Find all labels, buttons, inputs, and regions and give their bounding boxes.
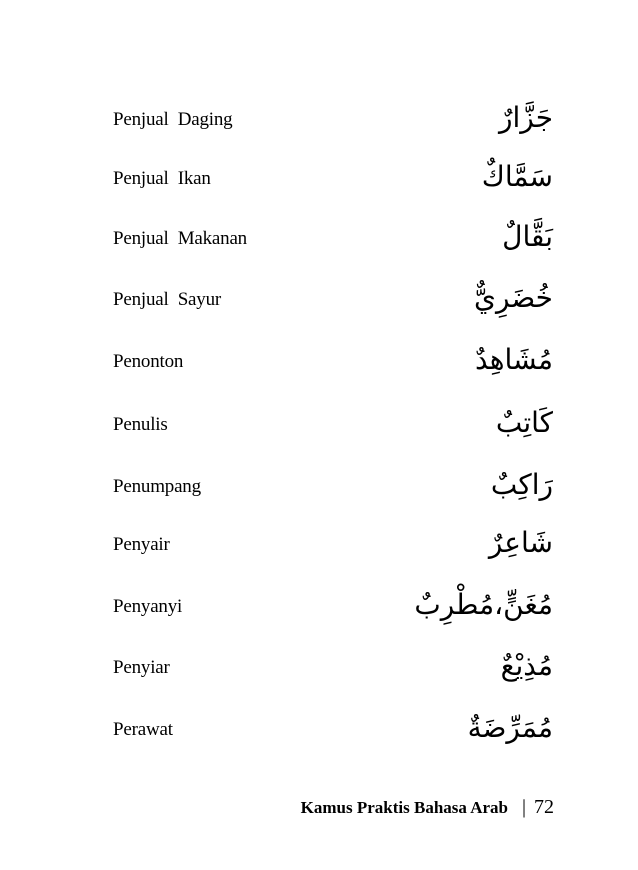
indonesian-term: Penjual Daging [113,109,233,130]
arabic-term: مُمَرِّضَةٌ [467,711,553,744]
arabic-term: مُشَاهِدٌ [475,343,553,376]
page-footer [0,790,554,824]
footer-separator: | [521,796,526,818]
indonesian-term: Penonton [113,351,184,372]
indonesian-term: Penjual Ikan [113,168,211,189]
arabic-term: كَاتِبٌ [495,406,553,439]
page-number: 72 [534,796,554,818]
vocab-entry [113,342,553,382]
vocab-entry [113,587,553,627]
indonesian-term: Penyanyi [113,596,183,617]
arabic-term: شَاعِرٌ [488,526,553,559]
indonesian-term: Penulis [113,414,168,435]
indonesian-term: Perawat [113,719,173,740]
vocab-entry [113,467,553,507]
indonesian-term: Penjual Sayur [113,289,222,310]
arabic-term: بَقَّالٌ [502,220,553,253]
arabic-term: مُغَنٍّ،مُطْرِبٌ [414,588,553,621]
vocab-entry [113,405,553,445]
arabic-term: خُضَرِيٌّ [474,281,553,314]
arabic-term: مُذِيْعٌ [500,649,553,682]
vocab-entry [113,710,553,750]
indonesian-term: Penyair [113,534,170,555]
indonesian-term: Penumpang [113,476,201,497]
vocab-entry [113,219,553,259]
indonesian-term: Penjual Makanan [113,228,247,249]
vocab-entry [113,159,553,199]
vocab-entry [113,280,553,320]
vocab-entry [113,525,553,565]
arabic-term: سَمَّاكٌ [481,160,553,193]
vocab-entry [113,648,553,688]
vocab-entry [113,100,553,140]
arabic-term: رَاكِبٌ [490,468,553,501]
arabic-term: جَزَّارٌ [498,101,553,134]
book-title: Kamus Praktis Bahasa Arab [300,798,508,817]
indonesian-term: Penyiar [113,657,170,678]
